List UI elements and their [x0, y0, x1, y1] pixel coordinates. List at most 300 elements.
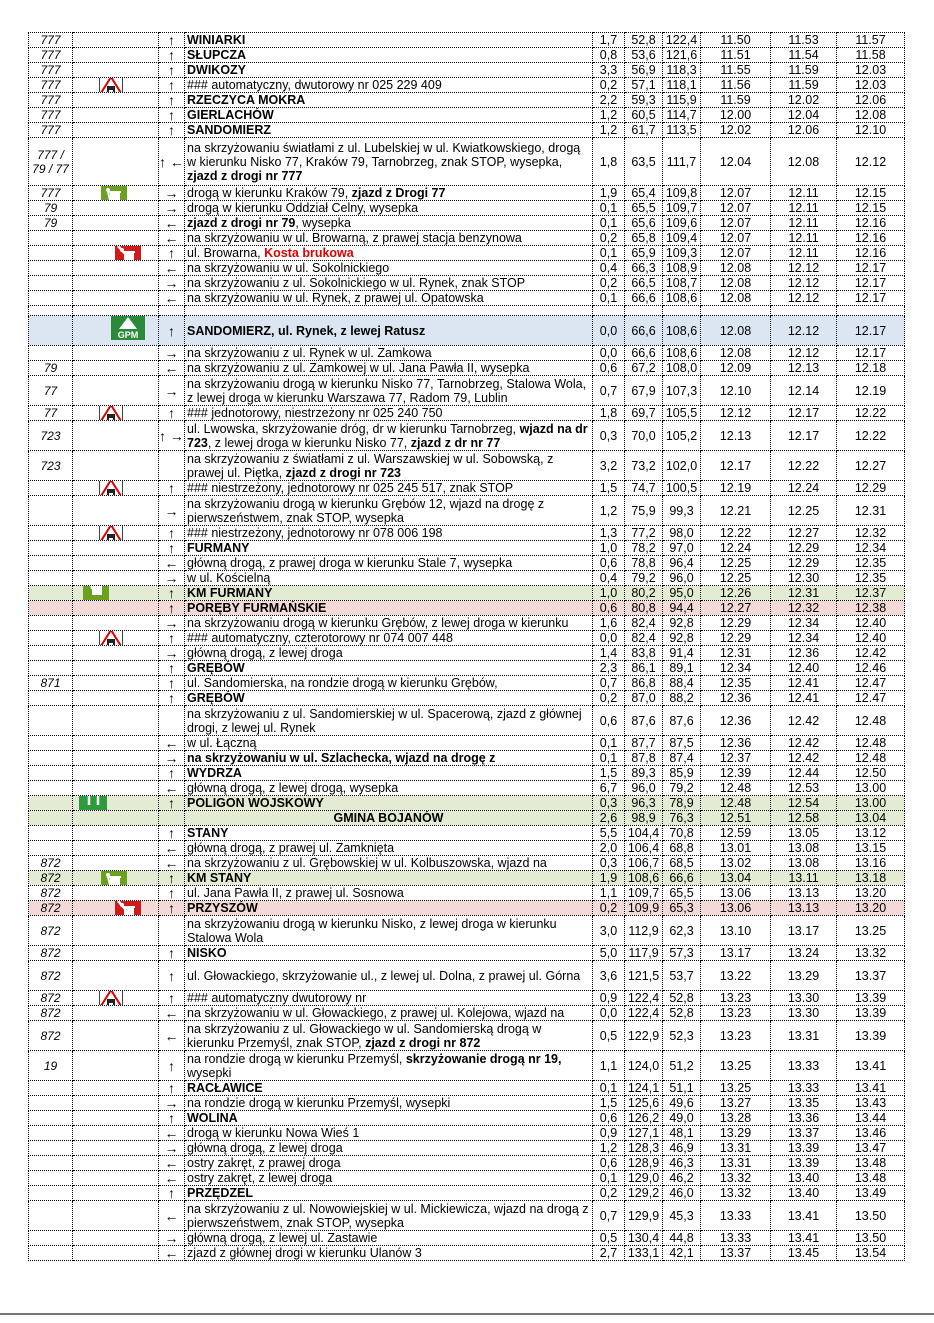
value-t2: 13.31: [771, 1021, 837, 1051]
route-description: [185, 706, 593, 736]
description-text: na skrzyżowaniu z ul. Głowackiego w ul. Sandomierską drogą w kierunku Przemyśl, znak STOP,: [187, 1021, 542, 1050]
value-rem: 46,3: [663, 1156, 701, 1171]
description-text: SANDOMIERZ: [187, 123, 272, 137]
description-red: Kosta brukowa: [264, 246, 354, 260]
value-t3: 12.06: [837, 93, 905, 108]
value-t1: 12.29: [701, 631, 771, 646]
value-tot: 59,3: [625, 93, 663, 108]
value-km: 3,6: [593, 961, 625, 991]
icon-cell: [73, 766, 159, 781]
value-km: 0,6: [593, 706, 625, 736]
direction-arrow-icon: →: [159, 1231, 185, 1246]
value-t1: 12.36: [701, 691, 771, 706]
table-row: [29, 261, 905, 276]
direction-arrow-icon: →: [159, 276, 185, 291]
road-number-cell: [29, 706, 73, 736]
icon-cell: [73, 691, 159, 706]
table-row: [29, 736, 905, 751]
value-t1: 13.32: [701, 1186, 771, 1201]
value-t2: 12.54: [771, 796, 837, 811]
food-icon: [79, 796, 101, 803]
value-t3: 12.08: [837, 108, 905, 123]
road-number-cell: 79: [29, 216, 73, 231]
value-t2: 12.25: [771, 496, 837, 526]
direction-arrow-icon: ←: [159, 1201, 185, 1231]
value-t2: 12.42: [771, 751, 837, 766]
value-t3: 13.48: [837, 1171, 905, 1186]
icon-cell: [73, 826, 159, 841]
value-t2: 12.12: [771, 316, 837, 346]
road-number-cell: [29, 586, 73, 601]
waste-bin-icon: [101, 871, 123, 886]
value-km: 0,6: [593, 1156, 625, 1171]
route-description: [185, 886, 593, 901]
value-km: 6,7: [593, 781, 625, 796]
value-t1: 12.25: [701, 571, 771, 586]
table-row: [29, 616, 905, 631]
road-number-cell: 77: [29, 376, 73, 406]
value-t1: 11.56: [701, 78, 771, 93]
value-tot: 80,2: [625, 586, 663, 601]
icon-cell: [73, 291, 159, 306]
route-description: [185, 1231, 593, 1246]
value-t3: 12.10: [837, 123, 905, 138]
description-bold: zjazd z drogi nr 872: [365, 1035, 481, 1050]
value-t3: 12.17: [837, 316, 905, 346]
value-rem: 92,8: [663, 616, 701, 631]
road-number-cell: [29, 691, 73, 706]
value-km: 0,4: [593, 571, 625, 586]
value-t2: [771, 306, 837, 316]
value-t1: 12.35: [701, 676, 771, 691]
description-text: główną drogą, z prawej ul. Zamknięta: [187, 841, 395, 855]
road-number-cell: 777: [29, 33, 73, 48]
value-tot: 70,0: [625, 421, 663, 451]
value-km: 3,3: [593, 63, 625, 78]
road-number-cell: [29, 1156, 73, 1171]
value-t1: 12.08: [701, 261, 771, 276]
road-number-cell: 872: [29, 871, 73, 886]
icon-cell: [73, 216, 159, 231]
value-t2: 12.36: [771, 646, 837, 661]
value-rem: 53,7: [663, 961, 701, 991]
value-rem: 118,3: [663, 63, 701, 78]
value-tot: 130,4: [625, 1231, 663, 1246]
description-text: ul. Sandomierska, na rondzie drogą w kierunku Grębów,: [187, 676, 498, 690]
route-description: [185, 871, 593, 886]
gpm-icon: [111, 316, 139, 340]
table-row: [29, 586, 905, 601]
value-tot: 67,2: [625, 361, 663, 376]
direction-arrow-icon: ↑: [159, 946, 185, 961]
route-description: [185, 496, 593, 526]
direction-arrow-icon: ↑: [159, 601, 185, 616]
icon-cell: [73, 646, 159, 661]
value-t3: 13.39: [837, 1006, 905, 1021]
route-description: [185, 571, 593, 586]
direction-arrow-icon: ↑: [159, 961, 185, 991]
description-text: WINIARKI: [187, 33, 246, 47]
value-rem: 107,3: [663, 376, 701, 406]
icon-cell: [73, 886, 159, 901]
value-km: 0,5: [593, 1021, 625, 1051]
table-row: [29, 1021, 905, 1051]
description-text: na skrzyżowaniu w ul. Głowackiego, z prawej ul. Kolejowa, wjazd na: [187, 1006, 565, 1020]
table-row: [29, 751, 905, 766]
value-t3: 12.42: [837, 646, 905, 661]
value-tot: 96,0: [625, 781, 663, 796]
direction-arrow-icon: ←: [159, 231, 185, 246]
value-t1: 12.27: [701, 601, 771, 616]
description-text: SŁUPCZA: [187, 48, 247, 62]
value-km: 0,6: [593, 601, 625, 616]
direction-arrow-icon: ↑: [159, 691, 185, 706]
direction-arrow-icon: ↑: [159, 1051, 185, 1081]
value-km: 2,2: [593, 93, 625, 108]
table-row: [29, 1096, 905, 1111]
direction-arrow-icon: ↑: [159, 78, 185, 93]
value-rem: 108,9: [663, 261, 701, 276]
value-rem: 87,6: [663, 706, 701, 736]
value-rem: 68,5: [663, 856, 701, 871]
value-t1: 12.08: [701, 316, 771, 346]
route-description: [185, 1201, 593, 1231]
icon-cell: [73, 451, 159, 481]
value-km: 0,2: [593, 691, 625, 706]
direction-arrow-icon: ↑: [159, 93, 185, 108]
value-rem: 48,1: [663, 1126, 701, 1141]
road-number-cell: 723: [29, 451, 73, 481]
icon-cell: [73, 841, 159, 856]
value-t2: 12.12: [771, 291, 837, 306]
value-rem: 44,8: [663, 1231, 701, 1246]
value-t2: 12.27: [771, 526, 837, 541]
route-description: [185, 316, 593, 346]
value-tot: 66,6: [625, 316, 663, 346]
icon-cell: [73, 811, 159, 826]
road-number-cell: [29, 291, 73, 306]
value-t1: 12.39: [701, 766, 771, 781]
value-rem: 51,2: [663, 1051, 701, 1081]
description-text: FURMANY: [187, 541, 250, 555]
route-description: [185, 1126, 593, 1141]
value-km: 0,8: [593, 48, 625, 63]
icon-cell: [73, 541, 159, 556]
icon-cell: [73, 871, 159, 886]
value-t1: 11.55: [701, 63, 771, 78]
route-description: [185, 306, 593, 316]
route-description: [185, 811, 593, 826]
value-rem: 62,3: [663, 916, 701, 946]
value-km: 1,0: [593, 541, 625, 556]
description-text: ul. Browarna,: [187, 246, 265, 260]
value-t1: 13.31: [701, 1141, 771, 1156]
value-t2: 13.40: [771, 1186, 837, 1201]
route-description: [185, 291, 593, 306]
value-km: 0,2: [593, 231, 625, 246]
description-text: GMINA BOJANÓW: [333, 811, 444, 825]
description-text: w ul. Łączną: [187, 736, 257, 750]
value-t3: 12.16: [837, 231, 905, 246]
value-t3: 13.46: [837, 1126, 905, 1141]
description-text: DWIKOZY: [187, 63, 247, 77]
table-row: [29, 1051, 905, 1081]
value-t3: 12.32: [837, 526, 905, 541]
direction-arrow-icon: ↑: [159, 1111, 185, 1126]
value-t2: 13.24: [771, 946, 837, 961]
value-t3: 11.57: [837, 33, 905, 48]
route-description: [185, 676, 593, 691]
value-tot: 124,0: [625, 1051, 663, 1081]
value-tot: 127,1: [625, 1126, 663, 1141]
value-t1: 13.32: [701, 1171, 771, 1186]
road-number-cell: [29, 736, 73, 751]
value-km: 1,0: [593, 586, 625, 601]
value-tot: 65,5: [625, 201, 663, 216]
value-t2: 12.14: [771, 376, 837, 406]
direction-arrow-icon: ↑: [159, 586, 185, 601]
table-row: [29, 541, 905, 556]
description-text: PRZYSZÓW: [187, 901, 258, 915]
value-tot: 65,6: [625, 216, 663, 231]
route-description: [185, 826, 593, 841]
description-bold: zjazd z drogi nr 723: [285, 465, 401, 480]
value-km: 0,6: [593, 361, 625, 376]
value-km: 0,1: [593, 246, 625, 261]
value-t3: 12.12: [837, 138, 905, 186]
description-text: na skrzyżowaniu w ul. Rynek, z prawej ul. Opatowska: [187, 291, 484, 305]
value-rem: 111,7: [663, 138, 701, 186]
route-description: [185, 451, 593, 481]
route-description: [185, 1096, 593, 1111]
value-rem: 115,9: [663, 93, 701, 108]
value-km: 0,1: [593, 1081, 625, 1096]
route-description: [185, 556, 593, 571]
direction-arrow-icon: →: [159, 616, 185, 631]
route-description: [185, 601, 593, 616]
icon-cell: [73, 201, 159, 216]
icon-cell: [73, 1186, 159, 1201]
road-number-cell: 871: [29, 676, 73, 691]
value-t2: 12.13: [771, 361, 837, 376]
value-rem: 114,7: [663, 108, 701, 123]
direction-arrow-icon: →: [159, 1141, 185, 1156]
table-row: [29, 1006, 905, 1021]
value-rem: 95,0: [663, 586, 701, 601]
value-rem: 88,4: [663, 676, 701, 691]
road-number-cell: [29, 616, 73, 631]
table-row: [29, 991, 905, 1006]
road-number-cell: 872: [29, 961, 73, 991]
value-t2: 13.33: [771, 1081, 837, 1096]
route-description: [185, 961, 593, 991]
table-row: [29, 123, 905, 138]
value-rem: 105,5: [663, 406, 701, 421]
table-row: [29, 676, 905, 691]
icon-cell: [73, 571, 159, 586]
value-tot: 53,6: [625, 48, 663, 63]
road-number-cell: [29, 661, 73, 676]
value-rem: 46,2: [663, 1171, 701, 1186]
icon-cell: [73, 306, 159, 316]
value-km: 0,4: [593, 261, 625, 276]
icon-cell: [73, 1246, 159, 1261]
table-row: [29, 1171, 905, 1186]
table-row: [29, 108, 905, 123]
value-tot: 87,0: [625, 691, 663, 706]
value-rem: 109,6: [663, 216, 701, 231]
value-t2: 13.05: [771, 826, 837, 841]
direction-arrow-icon: →: [159, 646, 185, 661]
value-km: 1,5: [593, 1096, 625, 1111]
direction-arrow-icon: ←: [159, 841, 185, 856]
value-tot: 129,9: [625, 1201, 663, 1231]
value-rem: 65,3: [663, 901, 701, 916]
value-km: 0,7: [593, 376, 625, 406]
route-description: [185, 586, 593, 601]
direction-arrow-icon: ↑: [159, 676, 185, 691]
road-number-cell: [29, 231, 73, 246]
value-tot: 57,1: [625, 78, 663, 93]
icon-cell: [73, 246, 159, 261]
route-description: [185, 138, 593, 186]
direction-arrow-icon: ↑: [159, 991, 185, 1006]
route-description: [185, 246, 593, 261]
value-t3: [837, 306, 905, 316]
value-t3: 13.41: [837, 1081, 905, 1096]
description-text: GIERLACHÓW: [187, 108, 274, 122]
value-t2: 13.33: [771, 1051, 837, 1081]
route-description: [185, 736, 593, 751]
icon-cell: [73, 1231, 159, 1246]
description-text: ### automatyczny dwutorowy nr: [187, 991, 367, 1005]
value-t1: 13.25: [701, 1081, 771, 1096]
description-text: PORĘBY FURMAŃSKIE: [187, 601, 327, 615]
table-row: [29, 93, 905, 108]
road-number-cell: 872: [29, 1021, 73, 1051]
road-number-cell: [29, 601, 73, 616]
value-t1: 12.08: [701, 276, 771, 291]
railway-crossing-icon: [99, 991, 121, 1006]
value-t2: 12.12: [771, 346, 837, 361]
value-t3: 12.47: [837, 691, 905, 706]
description-text: na skrzyżowaniu z ul. Grębowskiej w ul. Kolbuszowska, wjazd na: [187, 856, 547, 870]
road-number-cell: [29, 1246, 73, 1261]
direction-arrow-icon: ↑: [159, 33, 185, 48]
value-t1: 13.04: [701, 871, 771, 886]
description-text: główną drogą, z lewej ul. Zastawie: [187, 1231, 378, 1245]
value-km: 0,2: [593, 1186, 625, 1201]
value-t2: 12.04: [771, 108, 837, 123]
value-t2: 13.13: [771, 886, 837, 901]
value-t1: 12.19: [701, 481, 771, 496]
description-text: ### niestrzeżony, jednotorowy nr 078 006 198: [187, 526, 443, 540]
value-t3: 12.38: [837, 601, 905, 616]
value-km: 1,2: [593, 123, 625, 138]
table-row: [29, 186, 905, 201]
description-text: na skrzyżowaniu drogą w kierunku Nisko, z lewej droga w kierunku Stalowa Wola: [187, 916, 557, 945]
value-t1: 11.59: [701, 93, 771, 108]
table-row: [29, 571, 905, 586]
icon-cell: [73, 961, 159, 991]
value-t3: 12.15: [837, 201, 905, 216]
value-t3: 13.47: [837, 1141, 905, 1156]
direction-arrow-icon: →: [159, 751, 185, 766]
road-number-cell: 777: [29, 186, 73, 201]
value-t1: 12.07: [701, 186, 771, 201]
value-t2: 13.30: [771, 1006, 837, 1021]
value-tot: 108,6: [625, 871, 663, 886]
value-km: 2,6: [593, 811, 625, 826]
value-t2: 13.35: [771, 1096, 837, 1111]
waste-bin-icon: [83, 586, 105, 595]
value-t2: 12.11: [771, 216, 837, 231]
value-rem: 45,3: [663, 1201, 701, 1231]
table-row: [29, 556, 905, 571]
value-t3: 13.39: [837, 991, 905, 1006]
icon-cell: [73, 901, 159, 916]
value-t1: 13.27: [701, 1096, 771, 1111]
direction-arrow-icon: ←: [159, 556, 185, 571]
value-rem: 92,8: [663, 631, 701, 646]
value-tot: 109,9: [625, 901, 663, 916]
value-tot: 65,9: [625, 246, 663, 261]
icon-cell: [73, 316, 159, 346]
icon-cell: [73, 1141, 159, 1156]
route-description: [185, 751, 593, 766]
value-tot: 56,9: [625, 63, 663, 78]
description-bold: na skrzyżowaniu w ul. Szlachecka, wjazd na drogę z: [187, 751, 496, 765]
value-km: 1,5: [593, 766, 625, 781]
description-text: na rondzie drogą w kierunku Przemyśl, wysepki: [187, 1096, 451, 1110]
route-description: [185, 1006, 593, 1021]
value-t2: 12.42: [771, 706, 837, 736]
value-t2: 12.12: [771, 276, 837, 291]
description-text: ul. Jana Pawła II, z prawej ul. Sosnowa: [187, 886, 404, 900]
road-number-cell: 872: [29, 901, 73, 916]
value-t3: 13.16: [837, 856, 905, 871]
icon-cell: [73, 496, 159, 526]
table-row: [29, 316, 905, 346]
road-number-cell: 777: [29, 108, 73, 123]
road-number-cell: [29, 1201, 73, 1231]
direction-arrow-icon: ←: [159, 781, 185, 796]
table-row: [29, 78, 905, 93]
route-description: [185, 781, 593, 796]
table-row: [29, 451, 905, 481]
icon-cell: [73, 526, 159, 541]
value-tot: 77,2: [625, 526, 663, 541]
value-rem: 108,6: [663, 316, 701, 346]
description-text: ### automatyczny, czterotorowy nr 074 007 448: [187, 631, 453, 645]
value-tot: 87,6: [625, 706, 663, 736]
table-row: [29, 346, 905, 361]
road-number-cell: 777: [29, 63, 73, 78]
value-tot: 98,9: [625, 811, 663, 826]
direction-arrow-icon: ↑: [159, 901, 185, 916]
value-t3: 13.48: [837, 1156, 905, 1171]
route-description: [185, 631, 593, 646]
value-km: [593, 306, 625, 316]
value-km: 0,1: [593, 291, 625, 306]
table-row: [29, 841, 905, 856]
table-row: [29, 376, 905, 406]
value-t2: 12.11: [771, 231, 837, 246]
value-t1: 12.07: [701, 231, 771, 246]
value-rem: 57,3: [663, 946, 701, 961]
value-km: 1,8: [593, 406, 625, 421]
table-row: [29, 48, 905, 63]
